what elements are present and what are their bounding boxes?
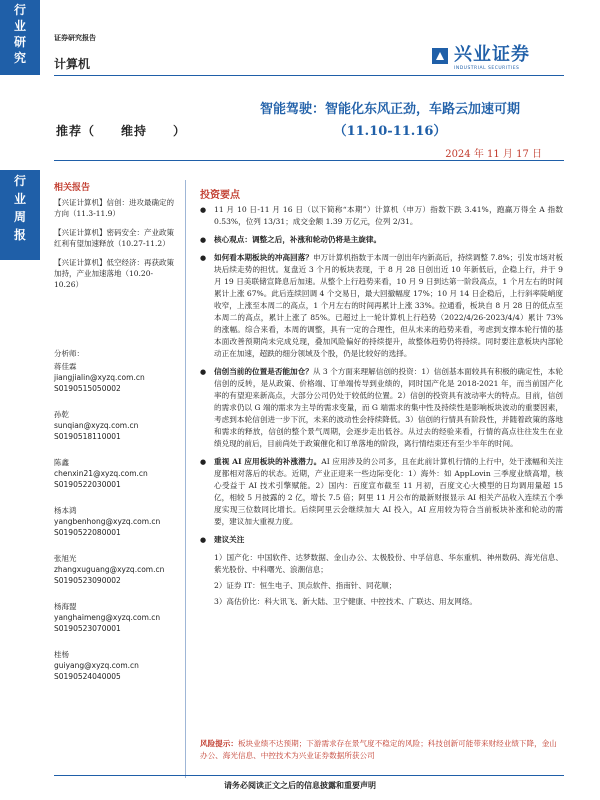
recommendations-heading: 建议关注 [214,535,245,544]
analyst-email[interactable]: yanghaimeng@xyzq.com.cn [54,613,161,622]
risk-text: 板块业绩不达预期；下游需求存在景气度不稳定的风险；科技创新可能带来财经业绩下降，金山办公、海光信息、中控技术为兴业证券数据所获公司 [200,739,557,760]
analyst-license: S0190523090002 [54,576,121,585]
xinchuang-view [200,366,563,450]
column-divider [185,180,186,778]
logo-english: INDUSTRIAL SECURITIES [454,66,520,71]
analyst-entry [54,649,174,682]
header-divider [54,75,564,76]
analysts-label: 分析师： [54,349,84,358]
analyst-license: S0190518110001 [54,432,121,441]
risk-warning [200,738,563,762]
sidebar-industry-weekly [0,170,40,260]
investment-content [200,204,563,612]
analyst-name: 杨海盟 [54,602,77,611]
related-report-item[interactable]: 【兴证计算机】信创：进攻最确定的方向（11.3-11.9） [54,198,174,218]
rating: 推荐（ 维持 ） [56,124,187,138]
report-period: （11.10-11.16） [333,124,447,139]
analyst-name: 桂杨 [54,650,69,659]
logo-mark-icon [430,46,450,66]
ai-application-heading: 重视 AI 应用板块的补涨潜力。 [214,457,322,466]
investment-highlights-title: 投资要点 [200,190,240,201]
recommendations [200,534,563,546]
xinchuang-text: 从 3 个方面来理解信创的投资：1）信创基本面较具有积极的确定性，本轮信创的反转，是从政策、价格端、订单端传导到业绩的，同时国产化是 2018-2021 年，而当前国产化率的有望迎来新高点，大部分公司仍处于较低的位置。2）信创的投资具有波动率大的特点。目前，信创的需求仍以 G 端的需求为主导的需求变量，而 G 端需求的集中性及持续性是影响板块波动的重要因素，考虑到本轮信创进一步下沉，未来的波动性会持续降低。3）信创的行情具有阶段性，并随着政策的落地和需求的释放，信创的整个景气周期，会逐步走出低谷。从过去的经验来看，行情的高点往往发生在业绩兑现的前后，目前尚处于政策催化和订单落地的阶段，离行情结束还有至少半年的时间。 [214,367,563,448]
analyst-license: S0190523070001 [54,624,121,633]
analyst-entry [54,505,174,538]
sidebar-industry-research [0,0,40,75]
sidebar-char: 究 [13,51,26,65]
core-view [200,234,563,246]
market-summary-text: 11 月 10 日-11 月 16 日（以下简称“本期”）计算机（申万）指数下跌 3.41%，跑赢万得全 A 指数 0.53%，位列 13/31；成交金额 1.39 万亿元，位列 2/31。 [214,205,563,226]
analyst-name: 蒋佳霖 [54,362,77,371]
sidebar-char: 研 [13,35,26,49]
sidebar-char: 周 [13,210,26,224]
analyst-email[interactable]: zhangxuguang@xyzq.com.cn [54,565,165,574]
related-report-item[interactable]: 【兴证计算机】低空经济：再获政策加持，产业加速落地（10.20-10.26） [54,258,174,289]
sidebar-char: 行 [13,3,26,17]
xinchuang-heading: 信创当前的位置是否能加仓？ [214,367,313,376]
analyst-email[interactable]: jiangjialin@xyzq.com.cn [54,373,145,382]
analyst-entry [54,601,174,634]
recommendation-securities-it: 2）证券 IT：恒生电子、顶点软件、指南针、同花顺； [214,581,397,590]
analyst-name: 张旭光 [54,554,77,563]
sector-pullback [200,252,563,360]
sector-pullback-text: 申万计算机指数于本周一创出年内新高后，持续调整 7.8%；引发市场对板块后续走势的担忧。复盘近 3 个月的板块表现，于 8 月 28 日创出近 10 年新低后，企稳上行，并于 9 月 19 日美联储宣降息后加速。从整个上行趋势来看，10 月 9 日到达第一阶段高点，1 个月左右的时间累计上涨 67%。此后连续回调 4 个交易日，最大回撤幅度 17%；10 月 14 日企稳后，上行斜率陡峭度收窄，上涨至本周二的高点，1 个月左右的时间再累计上涨 33%。拉通看，板块自 8 月 28 日的低点至本周二的高点，累计上涨了 85%。已超过上一轮计算机上行趋势（2022/4/26-2023/4/4）累计 73%的涨幅。综合来看，本周的调整，具有一定的合理性，但从未来的趋势来看，考虑到支撑本轮行情的基本面改善预期尚未完成兑现，叠加风险偏好的持续提升，故整体趋势仍将持续。同时要注意板块内部轮动正在加速，超跌的细分领域及个股，仍是比较好的选择。 [214,253,564,358]
analyst-entry [54,409,174,442]
market-summary [200,204,563,228]
title-divider [54,160,564,161]
sidebar-char: 业 [13,192,26,206]
analyst-email[interactable]: yangbenhong@xyzq.com.cn [54,517,161,526]
related-report-item[interactable]: 【兴证计算机】密码安全：产业政策红利有望加速释放（10.27-11.2） [54,228,174,248]
ai-application-text: AI 应用涉及的公司多，且在此前计算机行情的上行中，处于涨幅和关注度都相对落后的状态。近期，产业正迎来一些边际变化：1）海外：如 AppLovin 三季度业绩高增，核心受益于 AI 技术引擎赋能。2）国内：百度宣布截至 11 月初，百度文心大模型的日均调用量超 15 亿，相较 5 月披露的 2 亿，增长 7.5 倍；阿里 11 月公布的最新财报显示 AI 相关产品收入连续五个季度实现三位数同比增长。后续阿里云会继续加大 AI 投入，AI 应用较为符合当前板块补涨和轮动的需要，建议加大重视力度。 [214,457,563,526]
disclaimer-footer: 请务必阅读正文之后的信息披露和重要声明 [224,781,376,790]
sidebar-char: 行 [13,174,26,188]
analyst-email[interactable]: guiyang@xyzq.com.cn [54,661,139,670]
related-reports-list [54,197,174,298]
sidebar-char: 报 [13,228,26,242]
core-view-text: 核心观点：调整之后，补涨和轮动仍将是主旋律。 [214,235,382,244]
ai-application-view [200,456,563,528]
report-type-label: 证券研究报告 [54,34,96,42]
analyst-name: 孙乾 [54,410,69,419]
analyst-name: 杨本鸿 [54,506,77,515]
footer-divider [54,775,564,776]
logo-chinese: 兴业证券 [454,44,530,65]
analyst-email[interactable]: sunqian@xyzq.com.cn [54,421,139,430]
analyst-license: S0190524040005 [54,672,121,681]
company-logo [430,40,530,71]
analyst-license: S0190522080001 [54,528,121,537]
report-title: 智能驾驶：智能化东风正劲，车路云加速可期 [259,102,520,117]
analyst-entry [54,553,174,586]
sector-label: 计算机 [54,57,91,71]
report-date: 2024 年 11 月 17 日 [445,149,542,160]
recommendation-domestic: 1）国产化：中国软件、达梦数据、金山办公、太极股份、中孚信息、华东重机、神州数码、海光信息、紫光股份、中科曙光、浪潮信息； [214,553,563,574]
related-reports-title: 相关报告 [54,183,91,193]
analyst-email[interactable]: chenxin21@xyzq.com.cn [54,469,148,478]
risk-label: 风险提示： [200,739,238,748]
analyst-entry [54,361,174,394]
analyst-license: S0190515050002 [54,384,121,393]
analyst-license: S0190522030001 [54,480,121,489]
analyst-name: 陈鑫 [54,458,69,467]
sector-pullback-heading: 如何看本期板块的冲高回落？ [214,253,313,262]
sidebar-char: 业 [13,19,26,33]
analyst-entry [54,457,174,490]
analysts-block [54,348,174,697]
recommendation-value: 3）高估价比：科大讯飞、新大陆、卫宁健康、中控技术、广联达、用友网络。 [214,597,478,606]
